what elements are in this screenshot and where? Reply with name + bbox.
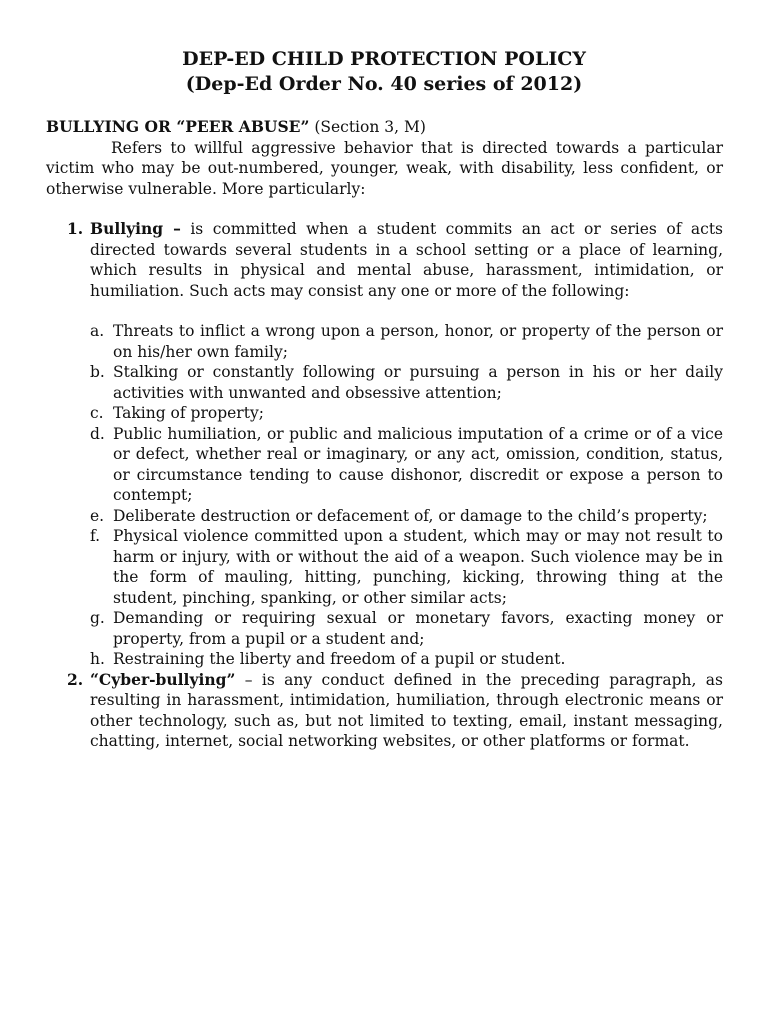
- sub-text: Taking of property;: [113, 404, 264, 422]
- list-number: 1.: [67, 219, 84, 238]
- sub-item-h: [90, 649, 723, 670]
- sub-text: Restraining the liberty and freedom of a pupil or student.: [113, 650, 566, 668]
- sub-item-g: [90, 608, 723, 649]
- sub-text: Stalking or constantly following or pursuing a person in his or her daily activities with unwanted and obsessive attention;: [113, 363, 723, 402]
- sub-text: Physical violence committed upon a student, which may or may not result to harm or injury, with or without the aid of a weapon. Such violence may be in the form of mauling, hitting, punching, kicking, throwing thing at the student, pinching, spanking, or other similar acts;: [113, 527, 723, 607]
- sub-item-c: [90, 403, 723, 424]
- sub-letter: e.: [90, 506, 105, 525]
- section-intro: Refers to willful aggressive behavior that is directed towards a particular victim who may be out-numbered, younger, weak, with disability, less confident, or otherwise vulnerable. More particularly:: [46, 138, 723, 198]
- sub-letter: d.: [90, 424, 105, 443]
- document-title: [0, 47, 768, 97]
- sub-text: Public humiliation, or public and malicious imputation of a crime or of a vice or defect, whether real or imaginary, or any act, omission, condition, status, or circumstance tending to cause dishonor, discredit or expose a person to contempt;: [113, 424, 723, 504]
- sub-item-e: [90, 506, 723, 527]
- term-bullying: Bullying –: [90, 219, 181, 238]
- sub-letter: c.: [90, 404, 104, 422]
- sub-letter: f.: [90, 527, 101, 545]
- title-line-2: (Dep-Ed Order No. 40 series of 2012): [185, 73, 583, 95]
- section-reference: (Section 3, M): [314, 118, 426, 136]
- list-number: 2.: [67, 669, 84, 689]
- sub-letter: b.: [90, 363, 105, 381]
- sub-letter: h.: [90, 650, 105, 668]
- sub-item-f: [90, 526, 723, 608]
- sub-item-a: [90, 321, 723, 362]
- sub-letter: a.: [90, 322, 105, 340]
- sub-list: [90, 321, 723, 670]
- sub-letter: g.: [90, 609, 105, 627]
- sub-item-b: [90, 362, 723, 403]
- sub-text: Threats to inflict a wrong upon a person, honor, or property of the person or on his/her own family;: [113, 322, 723, 361]
- sub-text: Demanding or requiring sexual or monetary favors, exacting money or property, from a pupil or a student and;: [113, 609, 723, 648]
- term-cyber-bullying: “Cyber-bullying”: [90, 669, 236, 689]
- title-line-1: DEP-ED CHILD PROTECTION POLICY: [182, 48, 586, 70]
- document-body: [46, 117, 723, 752]
- list-item-bullying: [46, 219, 723, 670]
- definition-bullying: is committed when a student commits an act or series of acts directed towards several students in a school setting or a place of learning, which results in physical and mental abuse, harassment, intimidation, or humiliation. Such acts may consist any one or more of the following:: [90, 220, 724, 300]
- sub-item-d: [90, 424, 723, 506]
- numbered-list: [46, 219, 723, 752]
- section-heading-text: BULLYING OR “PEER ABUSE”: [46, 117, 310, 136]
- sub-text: Deliberate destruction or defacement of, or damage to the child’s property;: [113, 506, 708, 525]
- list-item-cyber-bullying: [46, 670, 723, 752]
- definition-cyber-bullying: – is any conduct defined in the preceding paragraph, as resulting in harassment, intimidation, humiliation, through electronic means or other technology, such as, but not limited to texting, email, instant messaging, chatting, internet, social networking websites, or other platforms or format.: [90, 670, 723, 750]
- section-heading: [46, 117, 723, 138]
